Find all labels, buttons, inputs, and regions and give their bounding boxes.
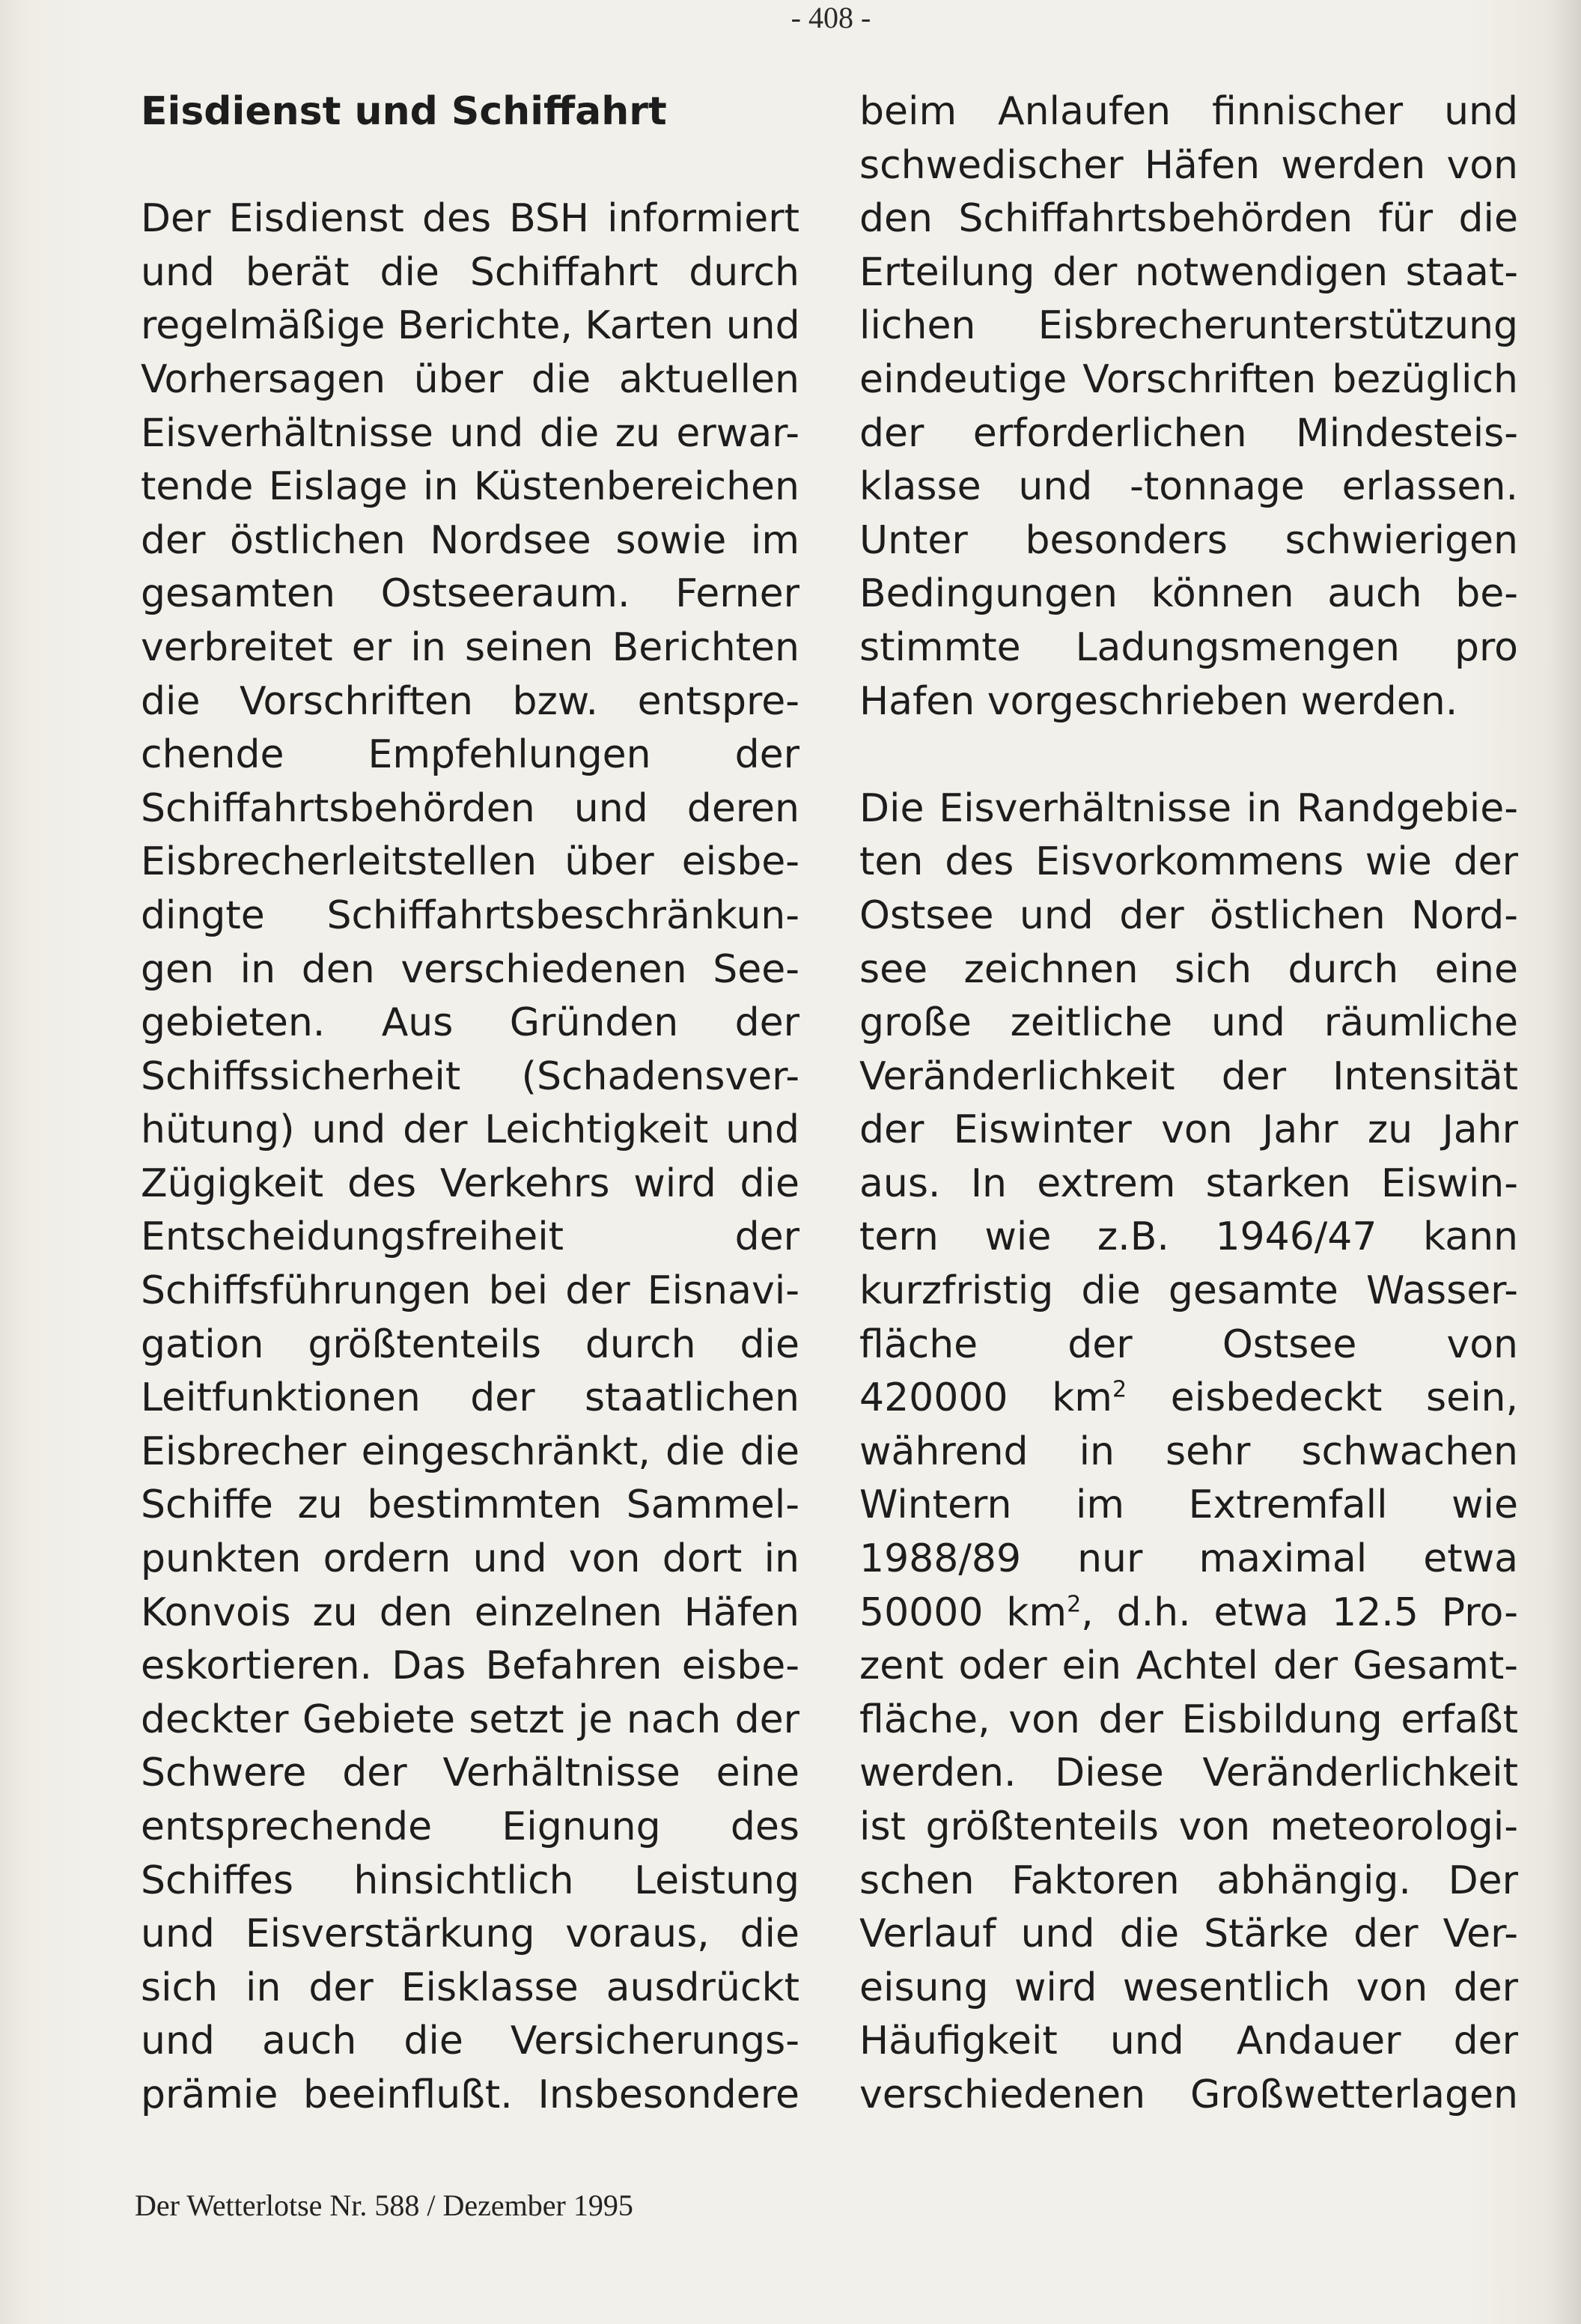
- text-line: Schiffssicherheit (Schadensver-: [141, 1053, 799, 1099]
- text-line: Der Eisdienst des BSH informiert: [141, 196, 799, 242]
- area-line-2: [859, 1587, 1518, 1640]
- text-line: Konvois zu den einzelnen Häfen: [141, 1590, 799, 1635]
- text-line: Eisbrecher eingeschränkt, die die: [141, 1429, 799, 1474]
- text-line: während in sehr schwachen: [859, 1429, 1518, 1474]
- text-line: regelmäßige Berichte, Karten und: [141, 303, 800, 349]
- text-line: gebieten. Aus Gründen der: [141, 1000, 799, 1046]
- area-1-exponent: 2: [1112, 1376, 1127, 1403]
- area-2-rest: , d.h. etwa 12.5 Pro-: [1081, 1590, 1518, 1635]
- text-line: zent oder ein Achtel der Gesamt-: [859, 1643, 1518, 1689]
- text-line: Bedingungen können auch be-: [859, 571, 1518, 617]
- right-paragraph-2: [859, 782, 1518, 2123]
- text-line: tern wie z.B. 1946/47 kann: [859, 1214, 1518, 1260]
- text-line: ist größtenteils von meteorologi-: [859, 1804, 1518, 1849]
- area-line-1: [859, 1372, 1518, 1426]
- text-line: dingte Schiffahrtsbeschränkun-: [141, 892, 799, 938]
- text-line: kurzfristig die gesamte Wasser-: [859, 1268, 1518, 1314]
- right-column: [859, 85, 1518, 2123]
- text-line: see zeichnen sich durch eine: [859, 946, 1518, 992]
- text-line: Wintern im Extremfall wie: [859, 1482, 1518, 1528]
- text-line: und berät die Schiffahrt durch: [141, 249, 799, 295]
- text-line: Eisbrecherleitstellen über eisbe-: [141, 839, 799, 885]
- text-line: Schiffsführungen bei der Eisnavi-: [141, 1268, 799, 1314]
- text-line: Entscheidungsfreiheit der: [141, 1214, 799, 1260]
- text-line: und Eisverstärkung voraus, die: [141, 1911, 799, 1957]
- text-line: Leitfunktionen der staatlichen: [141, 1375, 799, 1421]
- text-line: Schiffe zu bestimmten Sammel-: [141, 1482, 799, 1528]
- text-line: der Eiswinter von Jahr zu Jahr: [859, 1107, 1518, 1153]
- text-line: eindeutige Vorschriften bezüglich: [859, 356, 1518, 402]
- text-line: beim Anlaufen finnischer und: [859, 89, 1518, 134]
- text-line: gesamten Ostseeraum. Ferner: [141, 571, 799, 617]
- text-line: Schiffes hinsichtlich Leistung: [141, 1858, 799, 1903]
- text-line: hütung) und der Leichtigkeit und: [141, 1107, 799, 1153]
- text-line: und auch die Versicherungs-: [141, 2019, 799, 2064]
- left-column: [141, 85, 799, 2123]
- left-column-text: [141, 192, 799, 2122]
- text-line: eisung wird wesentlich von der: [859, 1965, 1518, 2010]
- text-line: eskortieren. Das Befahren eisbe-: [141, 1643, 799, 1689]
- text-line: gen in den verschiedenen See-: [141, 946, 799, 992]
- text-line: Verlauf und die Stärke der Ver-: [859, 1911, 1518, 1957]
- section-heading: Eisdienst und Schiffahrt: [141, 89, 667, 134]
- text-line: verbreitet er in seinen Berichten: [141, 624, 799, 670]
- text-line: Erteilung der notwendigen staat-: [859, 249, 1518, 295]
- area-1-unit: km: [1052, 1375, 1112, 1421]
- text-line: prämie beeinflußt. Insbesondere: [141, 2072, 799, 2117]
- area-1-rest: eisbedeckt sein,: [1170, 1375, 1518, 1421]
- page-number: - 408 -: [790, 1, 871, 34]
- text-line: punkten ordern und von dort in: [141, 1536, 799, 1582]
- text-line: chende Empfehlungen der: [141, 732, 799, 778]
- text-line: Hafen vorgeschrieben werden.: [859, 678, 1458, 724]
- area-1-number: 420000: [859, 1375, 1008, 1421]
- text-line: tende Eislage in Küstenbereichen: [141, 464, 799, 510]
- text-line: den Schiffahrtsbehörden für die: [859, 196, 1518, 242]
- text-line: gation größtenteils durch die: [141, 1321, 799, 1367]
- text-line: aus. In extrem starken Eiswin-: [859, 1161, 1518, 1206]
- text-line: Vorhersagen über die aktuellen: [141, 356, 799, 402]
- text-line: Ostsee und der östlichen Nord-: [859, 892, 1518, 938]
- right-paragraph-2-part-a: [859, 782, 1518, 1372]
- text-line: fläche, von der Eisbildung erfaßt: [859, 1697, 1518, 1742]
- text-line: klasse und -tonnage erlassen.: [859, 464, 1518, 510]
- text-line: sich in der Eisklasse ausdrückt: [141, 1965, 799, 2010]
- text-line: deckter Gebiete setzt je nach der: [141, 1697, 799, 1742]
- page-edge-shadow: [1550, 0, 1581, 2324]
- text-line: entsprechende Eignung des: [141, 1804, 799, 1849]
- text-line: Eisverhältnisse und die zu erwar-: [141, 410, 799, 456]
- heading-spacer: [141, 139, 799, 193]
- text-line: Unter besonders schwierigen: [859, 517, 1518, 563]
- area-2-number: 50000: [859, 1590, 984, 1635]
- text-line: Schiffahrtsbehörden und deren: [141, 785, 799, 831]
- text-line: der östlichen Nordsee sowie im: [141, 517, 799, 563]
- right-paragraph-2-part-c: [859, 1640, 1518, 2122]
- text-line: 1988/89 nur maximal etwa: [859, 1536, 1518, 1582]
- right-paragraph-2-part-b: [859, 1426, 1518, 1587]
- text-line: Schwere der Verhältnisse eine: [141, 1750, 799, 1796]
- text-line: Häufigkeit und Andauer der: [859, 2019, 1518, 2064]
- text-line: fläche der Ostsee von: [859, 1321, 1518, 1367]
- text-line: schwedischer Häfen werden von: [859, 142, 1518, 188]
- footer-citation: Der Wetterlotse Nr. 588 / Dezember 1995: [135, 2188, 633, 2222]
- text-line: Veränderlichkeit der Intensität: [859, 1053, 1518, 1099]
- text-line: lichen Eisbrecherunterstützung: [859, 303, 1518, 349]
- text-line: schen Faktoren abhängig. Der: [859, 1858, 1518, 1903]
- text-line: die Vorschriften bzw. entspre-: [141, 678, 799, 724]
- text-line: werden. Diese Veränderlichkeit: [859, 1750, 1518, 1796]
- text-line: stimmte Ladungsmengen pro: [859, 624, 1518, 670]
- area-2-unit: km: [1006, 1590, 1067, 1635]
- text-line: Zügigkeit des Verkehrs wird die: [141, 1161, 799, 1206]
- right-paragraph-1: [859, 85, 1518, 728]
- text-line: der erforderlichen Mindesteis-: [859, 410, 1518, 456]
- paragraph-spacer: [859, 728, 1518, 782]
- area-2-exponent: 2: [1067, 1591, 1082, 1618]
- text-line: ten des Eisvorkommens wie der: [859, 839, 1518, 885]
- text-line: verschiedenen Großwetterlagen: [859, 2072, 1518, 2117]
- text-line: große zeitliche und räumliche: [859, 1000, 1518, 1046]
- text-line: Die Eisverhältnisse in Randgebie-: [859, 785, 1518, 831]
